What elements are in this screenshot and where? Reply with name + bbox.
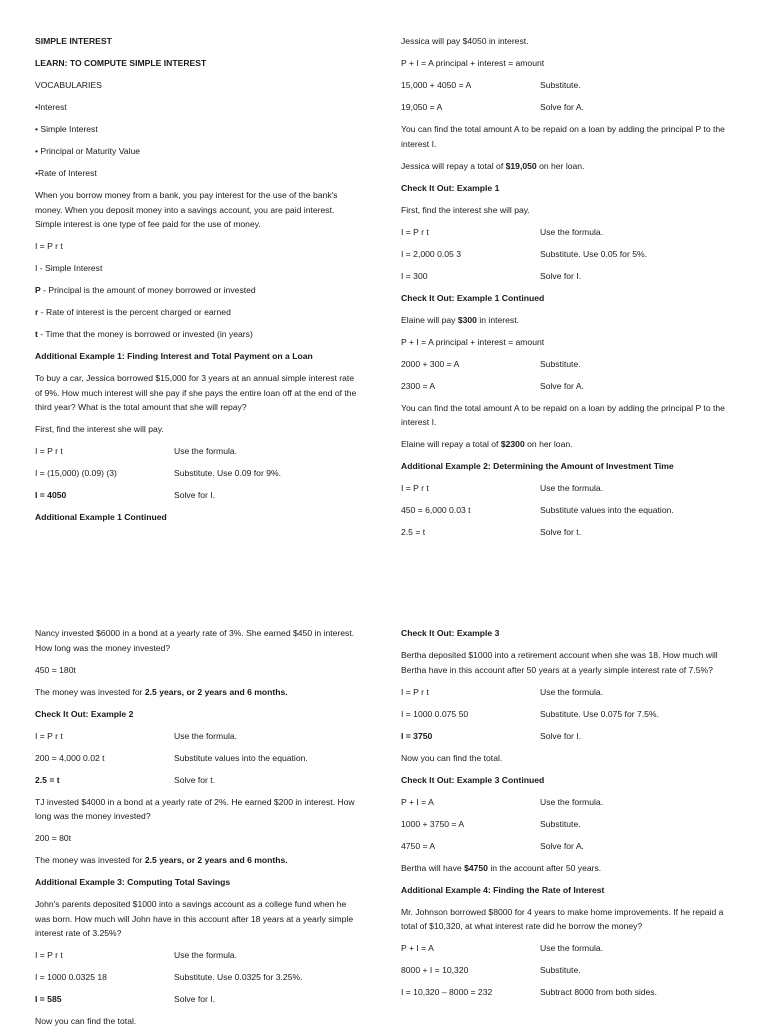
equation: P + I = A bbox=[401, 943, 434, 953]
equation-row bbox=[401, 225, 741, 240]
equation: 4750 = A bbox=[401, 840, 436, 851]
step-note: Solve for A. bbox=[540, 380, 584, 391]
equation: I = P r t bbox=[35, 730, 63, 741]
formula: I = P r t bbox=[35, 241, 63, 251]
equation: I = P r t bbox=[401, 686, 429, 697]
find-total-instruction: Now you can find the total. bbox=[35, 1016, 137, 1026]
example-2-heading: Additional Example 2: Determining the Amount of Investment Time bbox=[401, 461, 674, 471]
equation: I = (15,000) (0.09) (3) bbox=[35, 468, 117, 478]
step-note: Use the formula. bbox=[540, 686, 604, 697]
equation-row bbox=[401, 100, 741, 115]
page-1-right-column bbox=[401, 34, 741, 547]
invested-result bbox=[35, 685, 375, 700]
step-note: Substitute. Use 0.075 for 7.5%. bbox=[540, 708, 659, 719]
vocab-heading: VOCABULARIES bbox=[35, 80, 102, 90]
equation: 1000 + 3750 = A bbox=[401, 818, 465, 829]
example-1-heading: Additional Example 1: Finding Interest and Total Payment on a Loan bbox=[35, 351, 313, 361]
equation-row bbox=[401, 707, 741, 722]
step-note: Use the formula. bbox=[540, 796, 604, 807]
jessica-repay bbox=[401, 159, 741, 174]
equation: 8000 + I = 10,320 bbox=[401, 965, 469, 975]
amount-formula: P + I = A principal + interest = amount bbox=[401, 58, 545, 68]
equation: I = 4050 bbox=[35, 490, 67, 500]
equation: 2000 + 300 = A bbox=[401, 358, 460, 369]
equation: I = P r t bbox=[401, 226, 429, 237]
amount: $2300 bbox=[500, 439, 525, 449]
step-note: Solve for t. bbox=[540, 527, 582, 537]
step-note: Use the formula. bbox=[174, 446, 238, 456]
equation: I = 300 bbox=[401, 270, 428, 281]
equation-row bbox=[401, 985, 741, 1000]
vocab-item: •Interest bbox=[35, 102, 67, 112]
equation-row bbox=[401, 379, 741, 394]
check-it-out-3-continued-heading: Check It Out: Example 3 Continued bbox=[401, 774, 545, 785]
equation-row bbox=[35, 751, 375, 766]
example-1-problem: To buy a car, Jessica borrowed $15,000 for 3 years at an annual simple interest rate of 9%. How much interest will she pay if she pays the entire loan off at the end of the third year? What is the total amount that she will repay? bbox=[35, 373, 357, 412]
step-note: Substitute. bbox=[540, 80, 581, 90]
example-4-heading: Additional Example 4: Finding the Rate of Interest bbox=[401, 884, 605, 895]
equation: 2.5 = t bbox=[35, 774, 60, 785]
text: Jessica will repay a total of bbox=[401, 160, 506, 171]
example-1-instruction: First, find the interest she will pay. bbox=[35, 424, 164, 434]
vocab-item: • Simple Interest bbox=[35, 124, 98, 134]
page-2 bbox=[0, 512, 768, 1024]
equation-row bbox=[401, 963, 741, 978]
equation: P + I = A bbox=[401, 796, 434, 807]
text: The money was invested for bbox=[35, 855, 145, 865]
equation-row bbox=[35, 948, 375, 963]
step-note: Use the formula. bbox=[540, 226, 604, 237]
step-note: Substitute. Use 0.09 for 9%. bbox=[174, 468, 282, 478]
equation: 200 = 4,000 0.02 t bbox=[35, 752, 105, 763]
example-3-heading: Additional Example 3: Computing Total Savings bbox=[35, 877, 231, 887]
total-amount-note: You can find the total amount A to be repaid on a loan by adding the principal P to the interest I. bbox=[401, 124, 725, 149]
amount-formula: P + I = A principal + interest = amount bbox=[401, 336, 545, 347]
step-note: Substitute. bbox=[540, 965, 581, 975]
step-note: Substitute values into the equation. bbox=[174, 752, 308, 763]
check-it-out-1-continued-heading: Check It Out: Example 1 Continued bbox=[401, 292, 545, 303]
text: in the account after 50 years. bbox=[487, 862, 602, 873]
equation: 200 = 80t bbox=[35, 833, 72, 843]
step-note: Solve for t. bbox=[174, 774, 216, 785]
definition-i: I - Simple Interest bbox=[35, 263, 103, 273]
bertha-result bbox=[401, 861, 741, 876]
definition-p bbox=[35, 283, 375, 298]
check-it-out-2-heading: Check It Out: Example 2 bbox=[35, 708, 134, 719]
equation-row bbox=[401, 481, 741, 496]
equation-row bbox=[35, 992, 375, 1007]
equation-row bbox=[35, 466, 375, 481]
equation: 15,000 + 4050 = A bbox=[401, 80, 472, 90]
equation: I = 3750 bbox=[401, 730, 433, 741]
step-note: Solve for I. bbox=[174, 490, 216, 500]
document-title: SIMPLE INTEREST bbox=[35, 36, 112, 46]
page-1-left-column bbox=[35, 34, 375, 532]
step-note: Solve for A. bbox=[540, 102, 584, 112]
invested-result bbox=[35, 853, 375, 868]
equation: 450 = 6,000 0.03 t bbox=[401, 505, 471, 515]
page-2-left-column bbox=[35, 626, 375, 1036]
step-note: Substitute. Use 0.05 for 5%. bbox=[540, 248, 648, 259]
find-total-instruction: Now you can find the total. bbox=[401, 752, 503, 763]
text: The money was invested for bbox=[35, 686, 145, 697]
lesson-title: LEARN: TO COMPUTE SIMPLE INTEREST bbox=[35, 58, 207, 68]
equation: I = 1000 0.0325 18 bbox=[35, 972, 107, 982]
step-note: Substitute values into the equation. bbox=[540, 505, 674, 515]
equation-row bbox=[401, 839, 741, 854]
equation: I = 2,000 0.05 3 bbox=[401, 248, 461, 259]
equation: I = P r t bbox=[401, 483, 429, 493]
equation-row bbox=[401, 685, 741, 700]
text: on her loan. bbox=[536, 160, 585, 171]
elaine-interest bbox=[401, 313, 741, 328]
text: Elaine will repay a total of bbox=[401, 439, 501, 449]
tj-problem: TJ invested $4000 in a bond at a yearly rate of 2%. He earned $200 in interest. How long was the money invested? bbox=[35, 796, 355, 821]
definition-term: r bbox=[35, 307, 39, 317]
text: in interest. bbox=[476, 314, 520, 325]
equation: 450 = 180t bbox=[35, 664, 76, 675]
equation-row bbox=[401, 247, 741, 262]
nancy-problem: Nancy invested $6000 in a bond at a yearly rate of 3%. She earned $450 in interest. How long was the money invested? bbox=[35, 628, 355, 653]
step-note: Use the formula. bbox=[540, 943, 604, 953]
example-1-continued-heading: Additional Example 1 Continued bbox=[35, 512, 167, 522]
result: 2.5 years, or 2 years and 6 months. bbox=[144, 855, 288, 865]
equation: 2.5 = t bbox=[401, 527, 426, 537]
equation-row bbox=[35, 773, 375, 788]
total-amount-note: You can find the total amount A to be repaid on a loan by adding the principal P to the interest I. bbox=[401, 402, 725, 427]
equation-row bbox=[401, 269, 741, 284]
step-note: Substitute. bbox=[540, 818, 581, 829]
equation: I = 1000 0.075 50 bbox=[401, 708, 469, 719]
definition-text: - Rate of interest is the percent charged or earned bbox=[38, 307, 231, 317]
text: on her loan. bbox=[524, 439, 573, 449]
text: Elaine will pay bbox=[401, 314, 458, 325]
step-note: Solve for A. bbox=[540, 840, 584, 851]
step-note: Use the formula. bbox=[174, 730, 238, 741]
equation-row bbox=[35, 444, 375, 459]
equation-row bbox=[401, 729, 741, 744]
step-note: Substitute. bbox=[540, 358, 581, 369]
jessica-interest: Jessica will pay $4050 in interest. bbox=[401, 36, 529, 46]
step-note: Solve for I. bbox=[540, 730, 582, 741]
check-it-out-1-instruction: First, find the interest she will pay. bbox=[401, 204, 530, 215]
elaine-repay bbox=[401, 437, 741, 452]
equation: I = 10,320 – 8000 = 232 bbox=[401, 987, 493, 997]
step-note: Solve for I. bbox=[174, 994, 216, 1004]
step-note: Subtract 8000 from both sides. bbox=[540, 987, 658, 997]
amount: $19,050 bbox=[505, 160, 537, 171]
equation: I = P r t bbox=[35, 950, 63, 960]
equation-row bbox=[35, 970, 375, 985]
page-2-right-column bbox=[401, 626, 741, 1007]
definition-text: - Principal is the amount of money borrowed or invested bbox=[40, 285, 256, 295]
equation-row bbox=[35, 488, 375, 503]
equation: 19,050 = A bbox=[401, 102, 443, 112]
result: 2.5 years, or 2 years and 6 months. bbox=[144, 686, 288, 697]
amount: $4750 bbox=[464, 862, 488, 873]
definition-term: t bbox=[35, 329, 38, 339]
step-note: Use the formula. bbox=[540, 483, 604, 493]
step-note: Solve for I. bbox=[540, 270, 582, 281]
definition-term: P bbox=[35, 285, 41, 295]
vocab-item: • Principal or Maturity Value bbox=[35, 146, 141, 156]
equation-row bbox=[401, 817, 741, 832]
intro-paragraph: When you borrow money from a bank, you pay interest for the use of the bank's money. When you deposit money into a savings account, you are paid interest. Simple interest is one type of fee paid for the use of money. bbox=[35, 190, 338, 229]
johnson-problem: Mr. Johnson borrowed $8000 for 4 years to make home improvements. If he repaid a total of $10,320, at what interest rate did he borrow the money? bbox=[401, 906, 724, 931]
step-note: Use the formula. bbox=[174, 950, 238, 960]
check-it-out-1-heading: Check It Out: Example 1 bbox=[401, 182, 500, 193]
equation-row bbox=[401, 795, 741, 810]
definition-text: - Time that the money is borrowed or invested (in years) bbox=[37, 329, 253, 339]
amount: $300 bbox=[457, 314, 477, 325]
definition-t bbox=[35, 327, 375, 342]
equation: 2300 = A bbox=[401, 380, 436, 391]
bertha-problem: Bertha deposited $1000 into a retirement account when she was 18. How much will Bertha have in this account after 50 years at a yearly simple interest rate of 7.5%? bbox=[401, 650, 718, 675]
vocab-item: •Rate of Interest bbox=[35, 168, 97, 178]
john-problem: John's parents deposited $1000 into a savings account as a college fund when he was born. How much will John have in this account after 18 years at a yearly simple interest rate of 3.25%? bbox=[35, 899, 354, 938]
text: Bertha will have bbox=[401, 862, 465, 873]
equation-row bbox=[35, 729, 375, 744]
equation: I = P r t bbox=[35, 446, 63, 456]
step-note: Substitute. Use 0.0325 for 3.25%. bbox=[174, 972, 303, 982]
check-it-out-3-heading: Check It Out: Example 3 bbox=[401, 628, 500, 638]
equation: I = 585 bbox=[35, 994, 62, 1004]
definition-r bbox=[35, 305, 375, 320]
equation-row bbox=[401, 357, 741, 372]
equation-row bbox=[401, 78, 741, 93]
equation-row bbox=[401, 941, 741, 956]
